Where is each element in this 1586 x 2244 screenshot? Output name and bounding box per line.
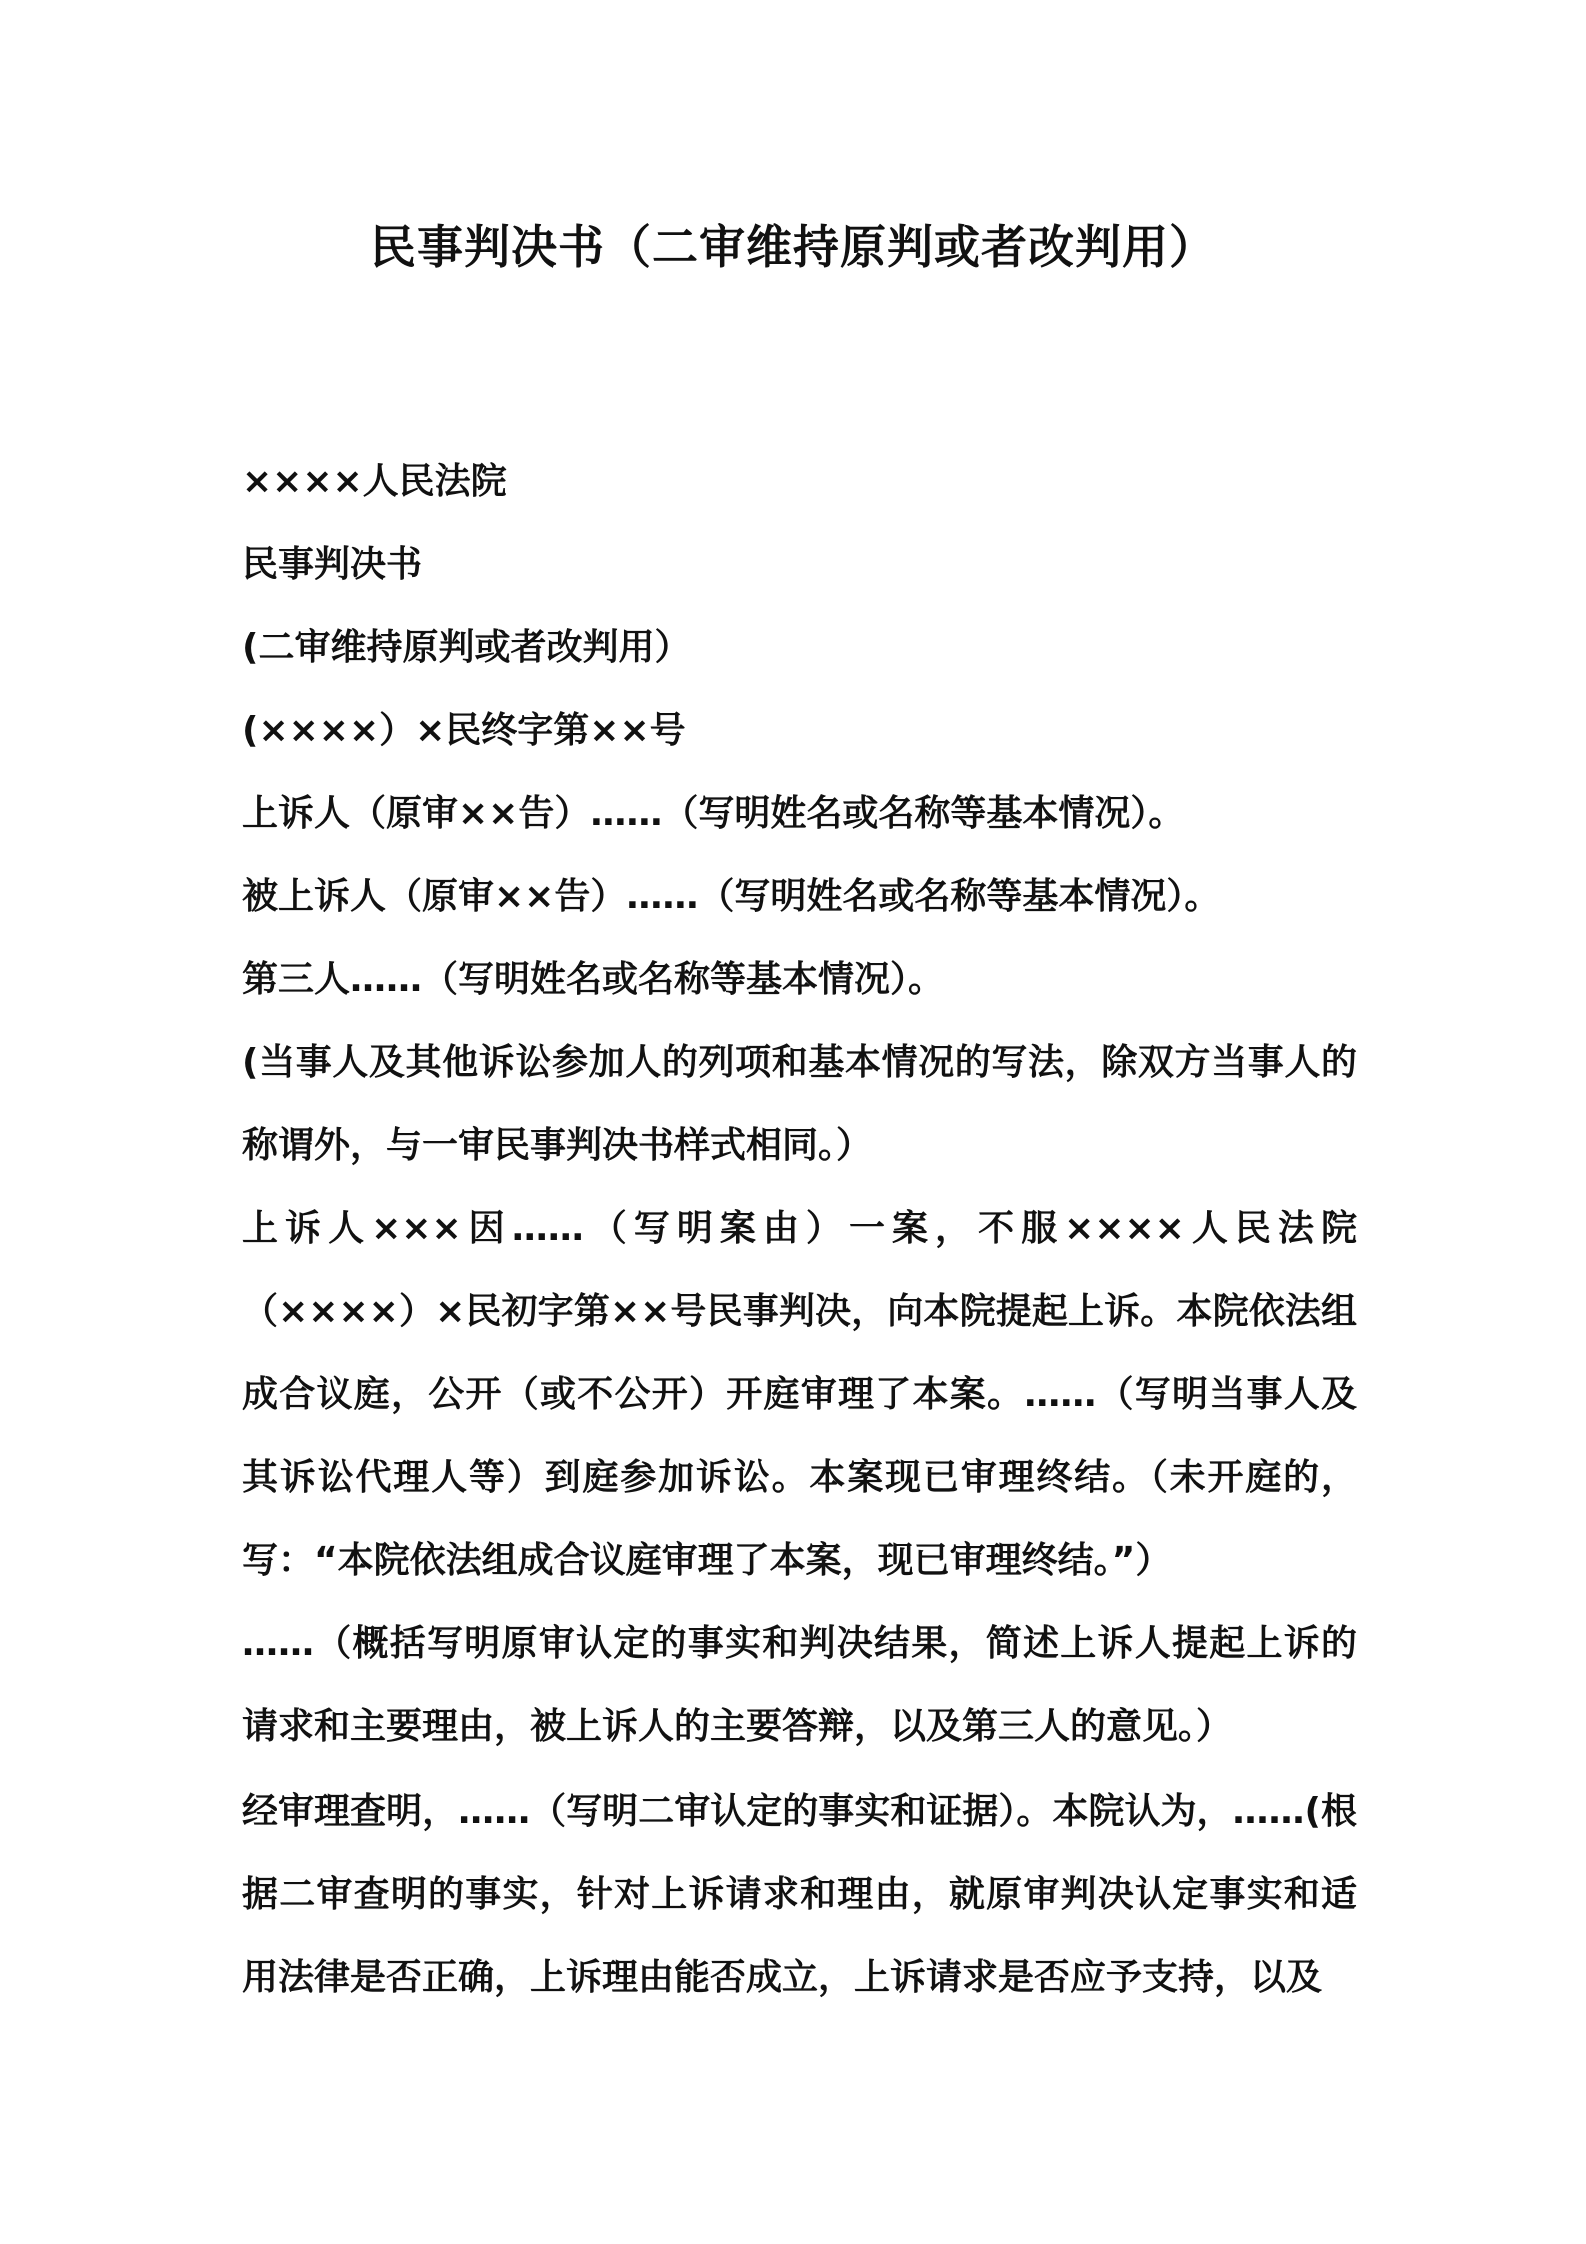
usage-line: (二审维持原判或者改判用） bbox=[242, 627, 691, 668]
court-line: ××××人民法院 bbox=[242, 461, 507, 502]
original-trial-summary: ……（概括写明原审认定的事实和判决结果，简述上诉人提起上诉的请求和主要理由，被上诉人的主要答辩，以及第三人的意见。） bbox=[242, 1623, 1357, 1747]
document-title: 民事判决书（二审维持原判或者改判用） bbox=[370, 220, 1216, 274]
third-party-paragraph: 第三人……（写明姓名或名称等基本情况）。 bbox=[242, 959, 945, 1000]
appellee-paragraph: 被上诉人（原审××告）……（写明姓名或名称等基本情况）。 bbox=[242, 876, 1221, 917]
case-background-paragraph: 上诉人×××因……（写明案由）一案，不服××××人民法院（××××）×民初字第××号民事判决，向本院提起上诉。本院依法组成合议庭，公开（或不公开）开庭审理了本案。……（写明当事人及其诉讼代理人等）到庭参加诉讼。本案现已审理终结。（未开庭的，写：“本院依法组成合议庭审理了本案，现已审理终结。”） bbox=[242, 1208, 1357, 1581]
case-number-line: (××××）×民终字第××号 bbox=[242, 710, 686, 751]
appellant-paragraph: 上诉人（原审××告）……（写明姓名或名称等基本情况）。 bbox=[242, 793, 1185, 834]
document-body bbox=[242, 440, 1357, 2019]
party-format-note: (当事人及其他诉讼参加人的列项和基本情况的写法，除双方当事人的称谓外，与一审民事判决书样式相同。） bbox=[242, 1042, 1357, 1166]
doc-type-line: 民事判决书 bbox=[242, 544, 423, 585]
findings-paragraph: 经审理查明，……（写明二审认定的事实和证据）。本院认为，……(根据二审查明的事实，针对上诉请求和理由，就原审判决认定事实和适用法律是否正确，上诉理由能否成立，上诉请求是否应予支持，以及 bbox=[242, 1791, 1357, 1998]
